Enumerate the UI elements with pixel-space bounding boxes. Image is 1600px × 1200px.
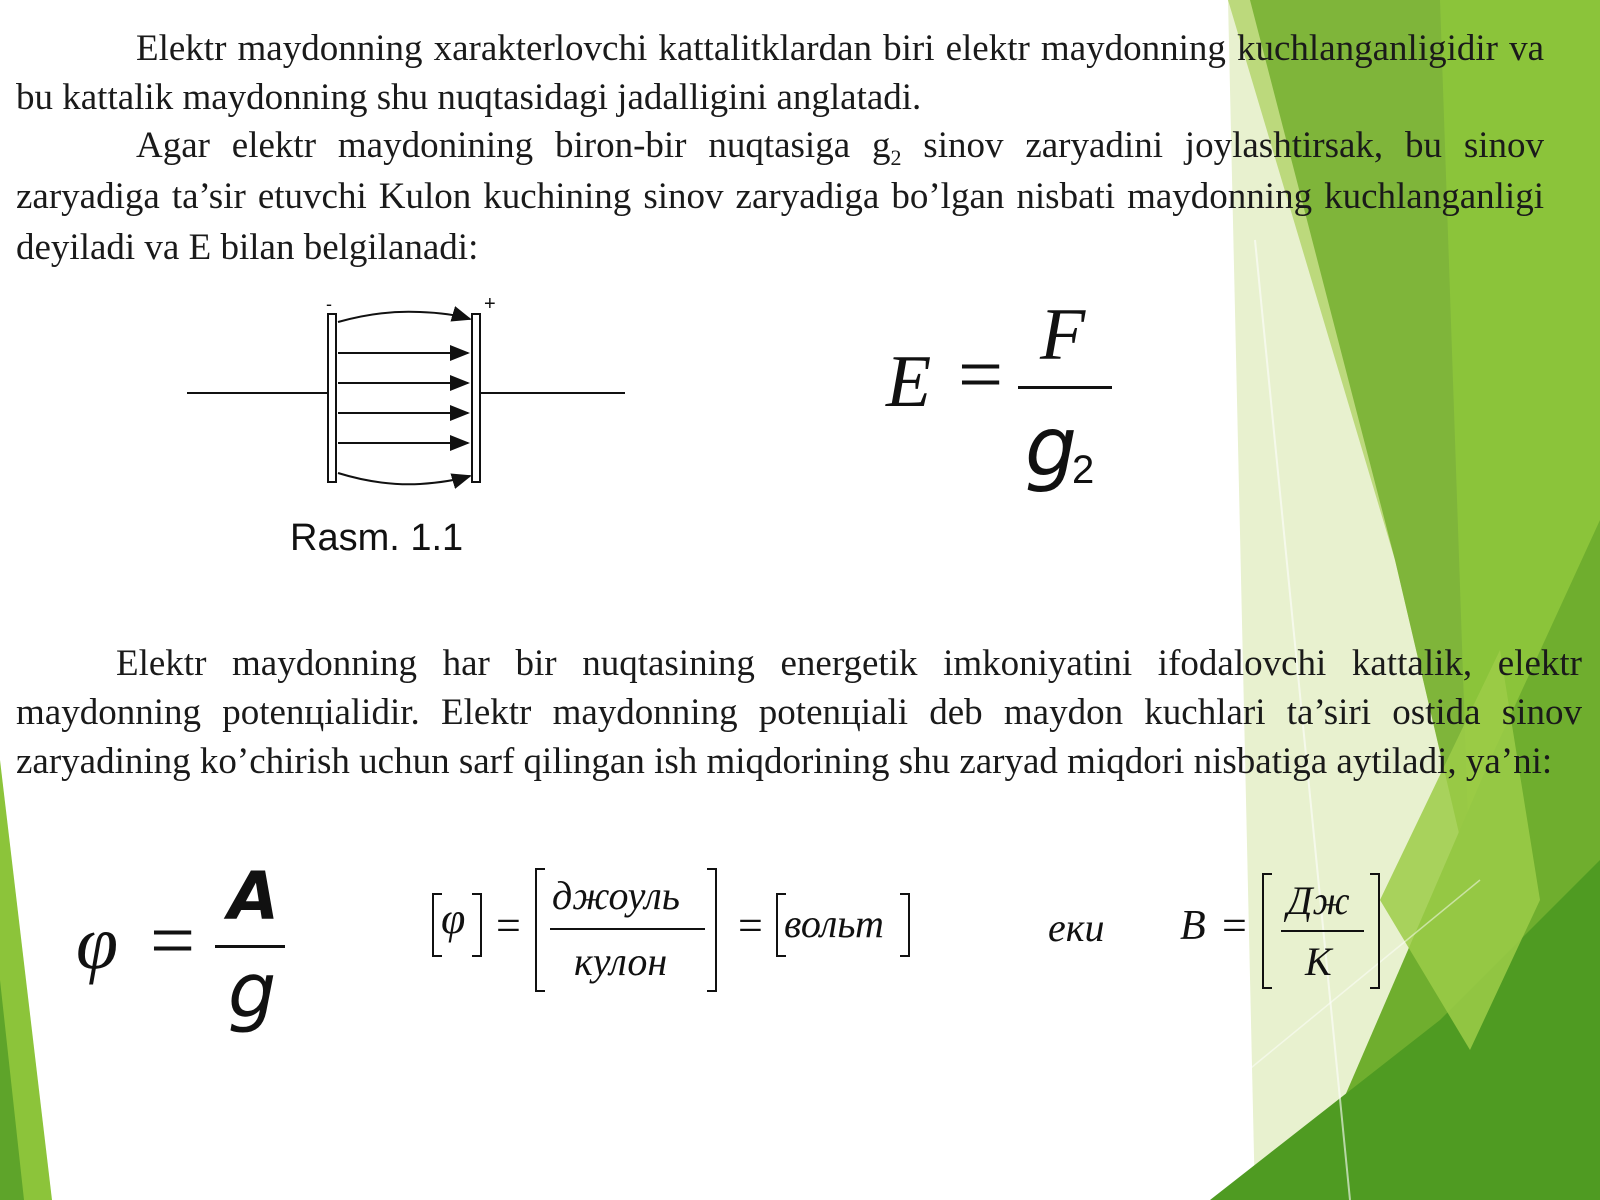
paragraph-text: Elektr maydonning xarakterlovchi kattalitklardan biri elektr maydonning kuchlanganligidir va bu kattalik maydonning shu nuqtasidagi jadalligini anglatadi.: [16, 28, 1544, 118]
unit-volt: вольт: [784, 901, 884, 946]
paragraph-text-part1: Agar elektr maydonining biron-bir nuqtasiga g: [136, 125, 891, 166]
bracket-left: [1262, 873, 1272, 989]
positive-plate: [472, 314, 480, 482]
formula-E-equals: =: [958, 331, 1004, 419]
bracket-right: [472, 893, 482, 957]
paragraph-potential: [16, 639, 1582, 786]
unit-numerator: джоуль: [552, 873, 680, 918]
minus-label: -: [326, 294, 332, 314]
formula-E-numerator: F: [1040, 294, 1086, 376]
bracket-right: [1370, 873, 1380, 989]
unit-equals-1: =: [496, 901, 521, 950]
bracket-right: [900, 893, 910, 957]
formula-E-denominator-sub: 2: [1072, 448, 1095, 492]
unit-equals-3: =: [1222, 901, 1247, 950]
bracket-right: [707, 868, 717, 992]
capacitor-field-figure: [180, 290, 630, 500]
formula-E-lhs: E: [886, 341, 932, 423]
negative-plate: [328, 314, 336, 482]
subscript-2: 2: [890, 145, 902, 170]
formula-phi-numerator: A: [228, 858, 280, 935]
formula-phi-lhs: φ: [76, 901, 119, 985]
word-or: еки: [1048, 905, 1105, 950]
unit-phi: φ: [441, 894, 466, 943]
formula-E-denominator: g: [1025, 400, 1078, 495]
bracket-left: [535, 868, 545, 992]
unit-B-lhs: B: [1180, 903, 1206, 949]
plus-label: +: [484, 293, 496, 315]
unit-B-numerator: Дж: [1287, 878, 1350, 923]
unit-equals-2: =: [738, 901, 763, 950]
paragraph-test-charge: [16, 120, 1544, 273]
paragraph-text-part2: sinov zaryadini joylashtirsak, bu sinov zaryadiga ta’sir etuvchi Kulon kuchining sinov zaryadiga bo’lgan nisbati maydonning kuchlanganligi deyiladi va E bilan belgilanadi:: [16, 125, 1544, 268]
fraction-bar: [550, 928, 705, 930]
paragraph-text: Elektr maydonning har bir nuqtasining energetik imkoniyatini ifodalovchi kattalik, elektr maydonning potenцialidir. Elektr maydonning potenцiali deb maydon kuchlari ta’siri ostida sinov zaryadining ko’chirish uchun sarf qilingan ish miqdorining shu zaryad miqdori nisbatiga aytiladi, ya’ni:: [16, 643, 1582, 782]
fraction-bar: [1018, 386, 1112, 389]
unit-denominator: кулон: [574, 939, 668, 984]
fraction-bar: [1281, 930, 1364, 932]
paragraph-field-strength: [16, 24, 1544, 122]
figure-caption: Rasm. 1.1: [290, 517, 464, 559]
formula-phi-equals: =: [150, 897, 196, 985]
unit-B-denominator: К: [1305, 939, 1332, 984]
formula-phi-denominator: g: [228, 946, 277, 1035]
